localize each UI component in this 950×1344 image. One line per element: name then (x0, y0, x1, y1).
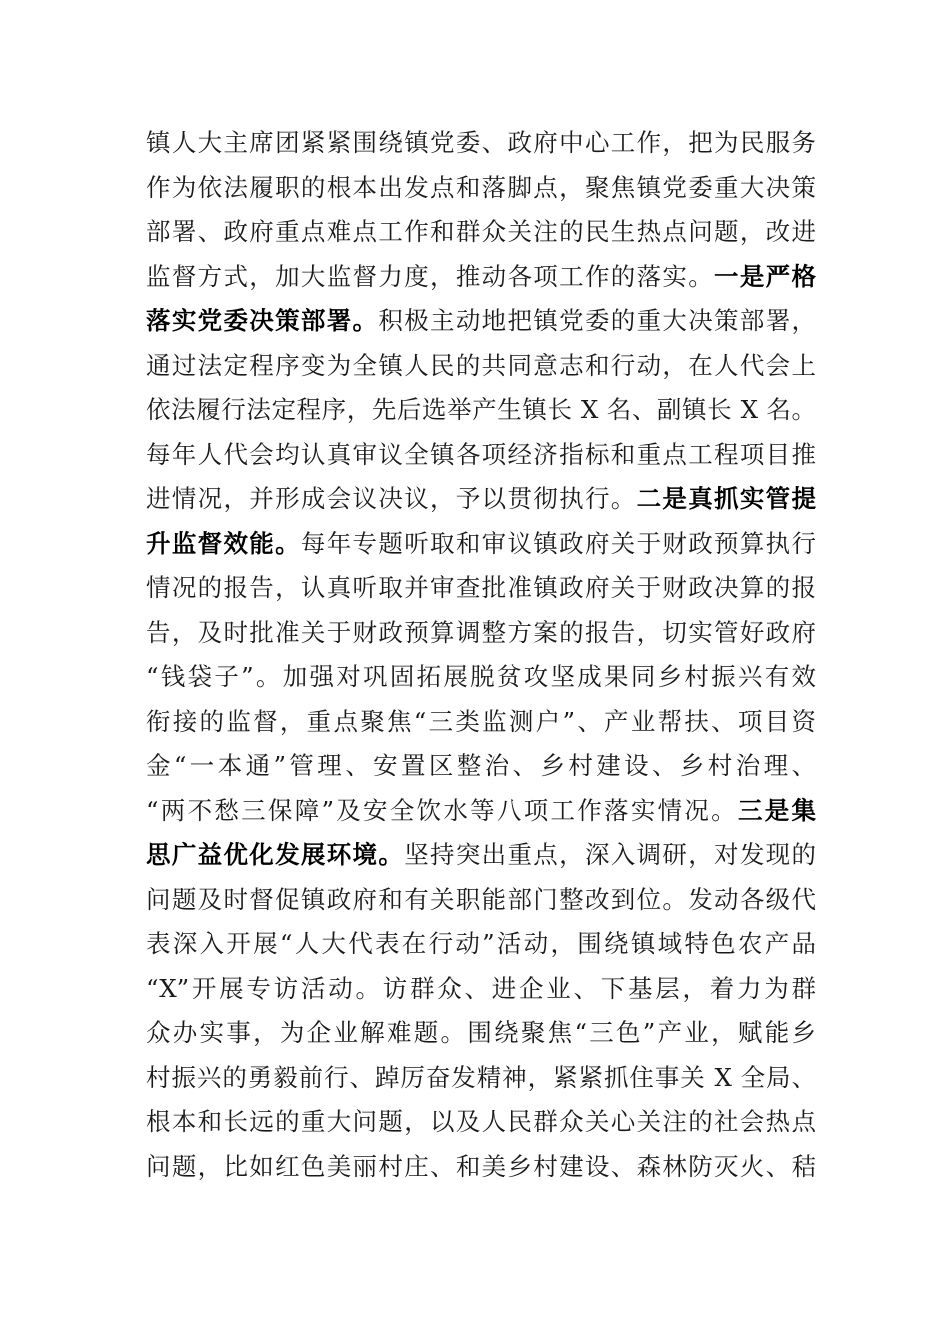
bold-heading-text: 思广益优化发展环境。 (146, 840, 405, 869)
text-line (146, 388, 816, 433)
text-line (146, 967, 816, 1012)
body-text: 依法履行法定程序，先后选举产生镇长 X 名、副镇长 X 名。 (146, 395, 816, 424)
text-line (146, 744, 816, 789)
body-text: 根本和长远的重大问题，以及人民群众关心关注的社会热点 (146, 1107, 816, 1136)
body-paragraph (146, 121, 816, 1189)
text-line (146, 833, 816, 878)
body-text: 村振兴的勇毅前行、踔厉奋发精神，紧紧抓住事关 X 全局、 (146, 1062, 816, 1092)
text-line (146, 700, 816, 745)
body-text: “X”开展专访活动。访群众、进企业、下基层，着力为群 (146, 973, 816, 1003)
bold-heading-text: 升监督效能。 (146, 528, 301, 558)
text-line (146, 1056, 816, 1101)
bold-heading-text: 一是严格 (714, 261, 817, 291)
text-line (146, 477, 816, 522)
text-line (146, 166, 816, 211)
text-line (146, 433, 816, 478)
body-text: 通过法定程序变为全镇人民的共同意志和行动，在人代会上 (146, 350, 816, 380)
text-line (146, 789, 816, 834)
body-text: 问题，比如红色美丽村庄、和美乡村建设、森林防灭火、秸 (146, 1151, 816, 1181)
text-line (146, 655, 816, 700)
bold-heading-text: 三是集 (737, 795, 816, 825)
text-line (146, 1100, 816, 1145)
text-line (146, 1011, 816, 1056)
body-text: 金“一本通”管理、安置区整治、乡村建设、乡村治理、 (146, 751, 816, 780)
body-text: 众办实事，为企业解难题。围绕聚焦“三色”产业，赋能乡 (146, 1018, 816, 1047)
text-line (146, 121, 816, 166)
text-line (146, 878, 816, 923)
body-text: 镇人大主席团紧紧围绕镇党委、政府中心工作，把为民服务 (146, 128, 816, 157)
text-line (146, 210, 816, 255)
body-text: 坚持突出重点，深入调研，对发现的 (404, 840, 817, 869)
body-text: 问题及时督促镇政府和有关职能部门整改到位。发动各级代 (146, 884, 816, 914)
body-text: 表深入开展“人大代表在行动”活动，围绕镇域特色农产品 (146, 929, 816, 958)
text-line (146, 344, 816, 389)
body-text: 作为依法履职的根本出发点和落脚点，聚焦镇党委重大决策 (146, 172, 816, 202)
body-text: 部署、政府重点难点工作和群众关注的民生热点问题，改进 (146, 217, 816, 246)
body-text: 告，及时批准关于财政预算调整方案的报告，切实管好政府 (146, 617, 816, 647)
body-text: 衔接的监督，重点聚焦“三类监测户”、产业帮扶、项目资 (146, 706, 816, 736)
body-text: 进情况，并形成会议决议，予以贯彻执行。 (146, 484, 637, 513)
text-line (146, 566, 816, 611)
body-text: 每年人代会均认真审议全镇各项经济指标和重点工程项目推 (146, 439, 816, 469)
text-line (146, 299, 816, 344)
body-text: “钱袋子”。加强对巩固拓展脱贫攻坚成果同乡村振兴有效 (146, 662, 816, 691)
body-text: 监督方式，加大监督力度，推动各项工作的落实。 (146, 261, 715, 291)
body-text: 每年专题听取和审议镇政府关于财政预算执行 (300, 528, 816, 558)
text-line (146, 1145, 816, 1190)
bold-heading-text: 落实党委决策部署。 (146, 306, 379, 335)
body-text: “两不愁三保障”及安全饮水等八项工作落实情况。 (146, 795, 738, 825)
bold-heading-text: 二是真抓实管提 (636, 484, 816, 513)
text-line (146, 922, 816, 967)
text-line (146, 255, 816, 300)
body-text: 情况的报告，认真听取并审查批准镇政府关于财政决算的报 (146, 573, 816, 602)
text-line (146, 522, 816, 567)
body-text: 积极主动地把镇党委的重大决策部署， (378, 306, 817, 335)
text-line (146, 611, 816, 656)
